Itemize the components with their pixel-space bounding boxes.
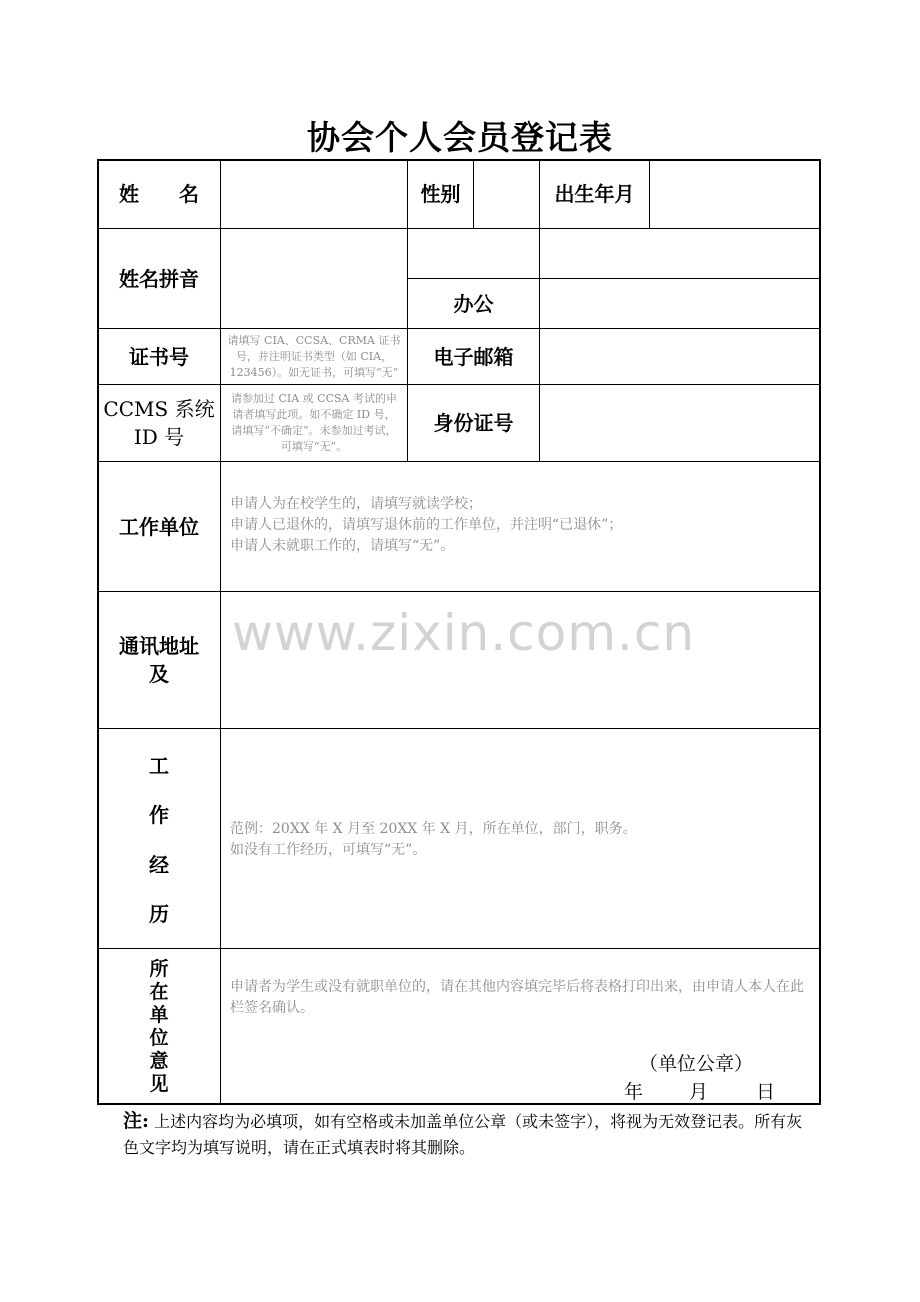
date-day: 日 xyxy=(756,1081,776,1103)
experience-char-3: 经 xyxy=(149,852,169,877)
birth-field[interactable] xyxy=(649,159,821,229)
note-text: 上述内容均为必填项，如有空格或未加盖单位公章（或未签字），将视为无效登记表。所有灰色文字均为填写说明，请在正式填表时将其删除。 xyxy=(123,1112,803,1157)
gender-field[interactable] xyxy=(473,159,540,229)
label-address-line2: 及 xyxy=(149,662,169,686)
label-gender: 性别 xyxy=(407,159,474,229)
label-address-line1: 通讯地址 xyxy=(119,634,199,658)
experience-hint-1: 范例：20XX 年 X 月至 20XX 年 X 月，所在单位，部门，职务。 xyxy=(230,821,637,837)
opinion-hint: 申请者为学生或没有就职单位的，请在其他内容填完毕后将表格打印出来，由申请人本人在此栏签名确认。 xyxy=(230,979,804,1016)
experience-char-1: 工 xyxy=(149,753,169,778)
experience-char-4: 历 xyxy=(149,902,169,927)
opinion-char-3: 单 xyxy=(149,1003,169,1026)
ccms-field[interactable]: 请参加过 CIA 或 CCSA 考试的申请者填写此项。如不确定 ID 号，请填写“不确定”。未参加过考试，可填写“无”。 xyxy=(220,384,408,462)
opinion-field[interactable] xyxy=(220,948,821,1105)
label-email: 电子邮箱 xyxy=(407,328,540,385)
label-pinyin: 姓名拼音 xyxy=(97,228,221,329)
employer-hint-2: 申请人已退休的，请填写退休前的工作单位，并注明“已退休”； xyxy=(230,517,623,533)
stamp-label: （单位公章） xyxy=(639,1053,754,1075)
label-experience xyxy=(97,728,221,949)
employer-hint-3: 申请人未就职工作的，请填写“无”。 xyxy=(230,538,455,554)
opinion-char-2: 在 xyxy=(149,980,169,1003)
employer-field[interactable] xyxy=(220,461,821,592)
experience-field[interactable] xyxy=(220,728,821,949)
form-title: 协会个人会员登记表 xyxy=(307,118,613,157)
phone-field[interactable] xyxy=(539,228,821,279)
label-birth: 出生年月 xyxy=(539,159,650,229)
label-opinion xyxy=(97,948,221,1105)
note-mark: 注: xyxy=(123,1110,150,1132)
footer-note xyxy=(123,1108,813,1161)
email-field[interactable] xyxy=(539,328,821,385)
label-employer: 工作单位 xyxy=(97,461,221,592)
opinion-char-6: 见 xyxy=(149,1072,169,1095)
office-phone-field[interactable] xyxy=(539,278,821,329)
opinion-char-4: 位 xyxy=(149,1026,169,1049)
watermark: www.zixin.com.cn xyxy=(232,604,696,662)
pinyin-field[interactable] xyxy=(220,228,408,329)
experience-hint-2: 如没有工作经历，可填写“无”。 xyxy=(230,842,427,858)
label-ccms xyxy=(97,384,221,462)
opinion-char-1: 所 xyxy=(149,957,169,980)
label-ccms-line2: ID 号 xyxy=(133,425,185,449)
experience-char-2: 作 xyxy=(149,803,169,828)
label-cert: 证书号 xyxy=(97,328,221,385)
cert-field[interactable]: 请填写 CIA、CCSA、CRMA 证书号，并注明证书类型（如 CIA，123456）。如无证书，可填写“无” xyxy=(220,328,408,385)
label-idcard: 身份证号 xyxy=(407,384,540,462)
label-ccms-line1: CCMS 系统 xyxy=(103,397,215,421)
date-year: 年 xyxy=(624,1081,644,1103)
phone-label-blank xyxy=(407,228,540,279)
label-office: 办公 xyxy=(407,278,540,329)
opinion-char-5: 意 xyxy=(149,1049,169,1072)
name-field[interactable] xyxy=(220,159,408,229)
label-address xyxy=(97,591,221,729)
idcard-field[interactable] xyxy=(539,384,821,462)
date-month: 月 xyxy=(689,1081,709,1103)
employer-hint-1: 申请人为在校学生的，请填写就读学校； xyxy=(230,496,482,512)
label-name: 姓 名 xyxy=(97,159,221,229)
